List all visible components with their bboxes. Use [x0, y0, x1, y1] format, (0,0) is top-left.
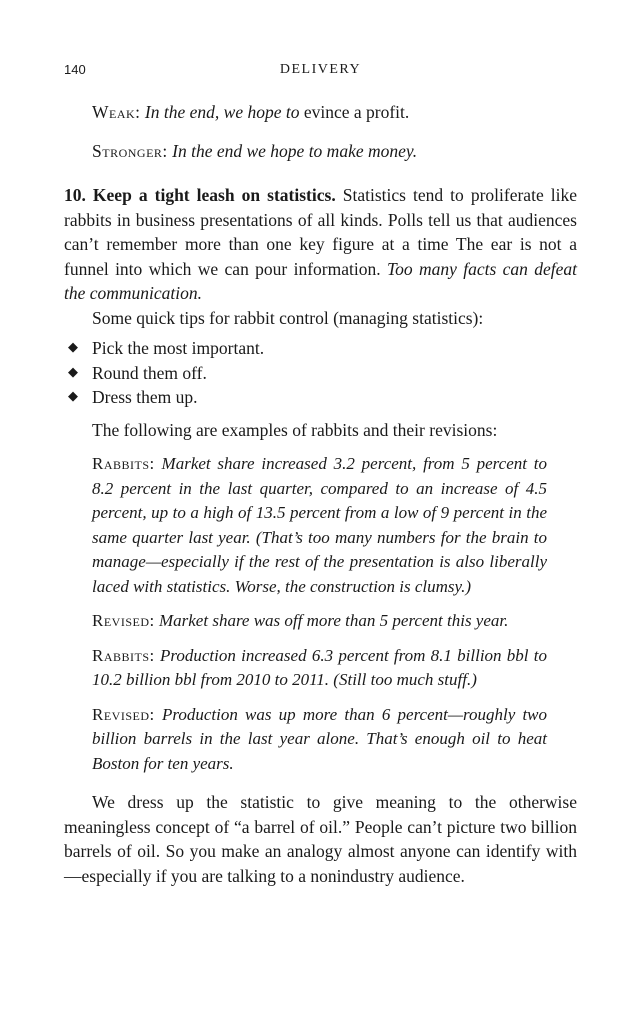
- diamond-bullet-icon: ◆: [68, 340, 78, 355]
- stronger-text: In the end we hope to make money.: [172, 140, 418, 161]
- weak-example: [64, 100, 577, 125]
- page-number: 140: [64, 62, 86, 77]
- list-item: [64, 385, 577, 410]
- weak-text-italic: In the end, we hope to: [144, 102, 300, 122]
- book-page: [64, 60, 577, 888]
- list-item: [64, 361, 577, 386]
- diamond-bullet-icon: ◆: [68, 389, 78, 404]
- example-label: Rabbits:: [92, 454, 155, 473]
- list-item-text: Pick the most important.: [92, 338, 265, 358]
- example-label: Revised:: [92, 611, 155, 630]
- tip-10-paragraph: [64, 183, 577, 306]
- list-item: [64, 336, 577, 361]
- stronger-label: Stronger:: [92, 140, 168, 161]
- list-item-text: Dress them up.: [92, 387, 198, 407]
- weak-text-plain: evince a profit.: [299, 102, 410, 122]
- examples-intro: The following are examples of rabbits and their revisions:: [92, 419, 498, 440]
- weak-label: Weak:: [92, 102, 141, 122]
- example-text: Market share increased 3.2 percent, from 5 percent to 8.2 percent in the last quarter, compared to an increase of 4.5 percent, up to a high of 13.5 percent from a low of 9 percent in the same quarter last year. (That’s too many numbers for the brain to manage—especially if the rest of the presentation is also liberally laced with statistics. Worse, the construction is clumsy.): [92, 454, 548, 596]
- example-label: Revised:: [92, 704, 155, 724]
- example-block: [64, 703, 577, 777]
- tip-10-body: Statistics tend to proliferate like rabbits in business presentations of all kinds. Polls tell us that audiences can’t remember more than one key figure at a time The ear is not a funnel into which we can pour information.: [64, 185, 577, 279]
- tips-list: [64, 336, 577, 410]
- closing-paragraph: We dress up the statistic to give meaning to the otherwise meaningless concept of “a barrel of oil.” People can’t picture two billion barrels of oil. So you make an analogy almost anyone can identify with—especially if you are talking to a nonindustry audience.: [64, 792, 577, 886]
- list-item-text: Round them off.: [92, 362, 207, 383]
- quick-tips-intro: Some quick tips for rabbit control (managing statistics):: [92, 307, 484, 328]
- tip-10-emphasis: Too many facts can defeat the communication.: [64, 258, 578, 303]
- example-text: Market share was off more than 5 percent this year.: [158, 611, 509, 630]
- chapter-title: DELIVERY: [279, 62, 362, 77]
- diamond-bullet-icon: ◆: [68, 364, 78, 380]
- example-block: [64, 452, 577, 599]
- example-label: Rabbits:: [92, 645, 155, 665]
- running-head: [64, 60, 577, 82]
- example-text: Production was up more than 6 percent—roughly two billion barrels in the last year alone. That’s enough oil to heat Boston for ten years.: [92, 704, 548, 773]
- tip-10-heading: 10. Keep a tight leash on statistics.: [64, 185, 336, 205]
- example-text: Production increased 6.3 percent from 8.1 billion bbl to 10.2 billion bbl from 2010 to 2011. (Still too much stuff.): [92, 645, 547, 689]
- example-block: [64, 609, 577, 634]
- stronger-example: [64, 139, 577, 164]
- example-block: [64, 644, 577, 693]
